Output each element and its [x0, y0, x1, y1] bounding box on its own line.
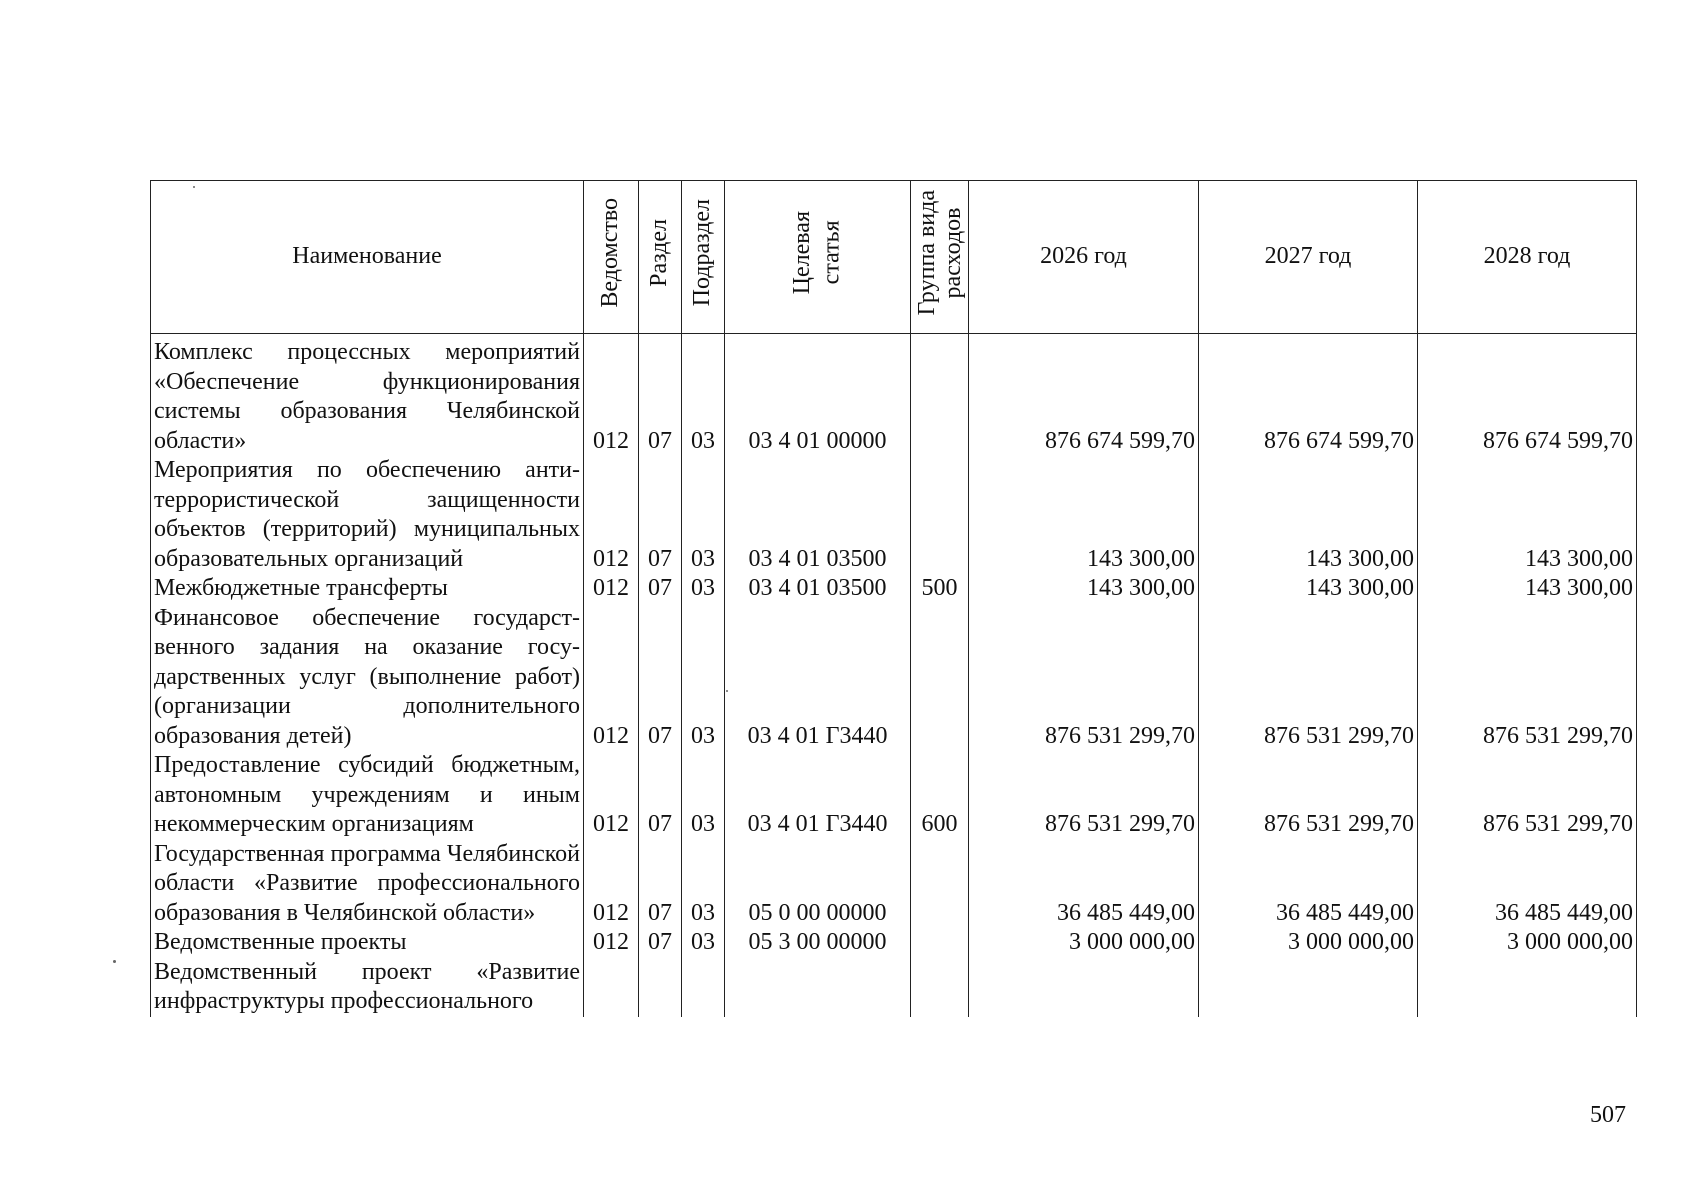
- header-2027: 2027 год: [1199, 181, 1418, 334]
- cell-name: Государственная программа Челябинской области «Развитие профессионального образования в Челябинской области»: [151, 840, 584, 929]
- cell-podrazdel: 03: [682, 574, 725, 604]
- cell-gruppa-vida: [911, 840, 969, 929]
- scan-speck: [193, 186, 195, 188]
- cell-razdel: 07: [639, 928, 682, 958]
- header-razdel: Раздел: [639, 181, 682, 334]
- cell-2027: 143 300,00: [1199, 456, 1418, 574]
- table-row: [151, 958, 1637, 1017]
- cell-razdel: 07: [639, 456, 682, 574]
- cell-2028: 876 531 299,70: [1418, 751, 1637, 840]
- cell-name: Ведомственные проекты: [151, 928, 584, 958]
- scan-speck: [726, 690, 728, 692]
- budget-sheet: [150, 180, 1636, 1082]
- header-celevaya-statya: Целевая статья: [725, 181, 911, 334]
- cell-vedomstvo: [584, 958, 639, 1017]
- cell-2027: 876 531 299,70: [1199, 604, 1418, 752]
- cell-celevaya-statya: 03 4 01 Г3440: [725, 751, 911, 840]
- header-gruppa-vida-rashodov: Группа вида расходов: [911, 181, 969, 334]
- cell-celevaya-statya: 03 4 01 03500: [725, 574, 911, 604]
- cell-celevaya-statya: 05 0 00 00000: [725, 840, 911, 929]
- cell-2027: 3 000 000,00: [1199, 928, 1418, 958]
- cell-razdel: 07: [639, 751, 682, 840]
- cell-2026: [969, 958, 1199, 1017]
- table-row: [151, 928, 1637, 958]
- cell-celevaya-statya: 03 4 01 Г3440: [725, 604, 911, 752]
- cell-gruppa-vida: [911, 334, 969, 457]
- cell-name: Финансовое обеспечение государственного задания на оказание государственных услуг (выполнение работ) (организации дополнительного образования детей): [151, 604, 584, 752]
- cell-2026: 143 300,00: [969, 574, 1199, 604]
- header-2028: 2028 год: [1418, 181, 1637, 334]
- table-row: [151, 604, 1637, 752]
- scan-speck: [113, 960, 116, 963]
- cell-gruppa-vida: [911, 928, 969, 958]
- cell-podrazdel: 03: [682, 928, 725, 958]
- cell-gruppa-vida: [911, 958, 969, 1017]
- header-podrazdel: Подраздел: [682, 181, 725, 334]
- table-row: [151, 334, 1637, 457]
- cell-2028: [1418, 958, 1637, 1017]
- cell-2028: 36 485 449,00: [1418, 840, 1637, 929]
- cell-podrazdel: [682, 958, 725, 1017]
- cell-celevaya-statya: 03 4 01 03500: [725, 456, 911, 574]
- header-name: Наименование: [151, 181, 584, 334]
- cell-name: Комплекс процессных мероприятий «Обеспечение функционирования системы образования Челябинской области»: [151, 334, 584, 457]
- header-vedomstvo: Ведомство: [584, 181, 639, 334]
- cell-podrazdel: 03: [682, 840, 725, 929]
- cell-2026: 876 531 299,70: [969, 751, 1199, 840]
- cell-razdel: 07: [639, 840, 682, 929]
- cell-razdel: 07: [639, 574, 682, 604]
- table-row: [151, 751, 1637, 840]
- cell-razdel: 07: [639, 334, 682, 457]
- cell-podrazdel: 03: [682, 751, 725, 840]
- cell-vedomstvo: 012: [584, 574, 639, 604]
- cell-name: Межбюджетные трансферты: [151, 574, 584, 604]
- cell-2026: 36 485 449,00: [969, 840, 1199, 929]
- cell-celevaya-statya: [725, 958, 911, 1017]
- cell-2027: [1199, 958, 1418, 1017]
- cell-2027: 143 300,00: [1199, 574, 1418, 604]
- cell-celevaya-statya: 05 3 00 00000: [725, 928, 911, 958]
- cell-podrazdel: 03: [682, 334, 725, 457]
- cell-gruppa-vida: [911, 456, 969, 574]
- cell-2026: 876 674 599,70: [969, 334, 1199, 457]
- cell-name: Мероприятия по обеспечению антитеррористической защищенности объектов (территорий) муниципальных образовательных организаций: [151, 456, 584, 574]
- cell-2027: 36 485 449,00: [1199, 840, 1418, 929]
- cell-2026: 143 300,00: [969, 456, 1199, 574]
- cell-gruppa-vida: 500: [911, 574, 969, 604]
- cell-vedomstvo: 012: [584, 840, 639, 929]
- cell-celevaya-statya: 03 4 01 00000: [725, 334, 911, 457]
- cell-2028: 3 000 000,00: [1418, 928, 1637, 958]
- cell-podrazdel: 03: [682, 456, 725, 574]
- cell-razdel: [639, 958, 682, 1017]
- cell-2028: 143 300,00: [1418, 574, 1637, 604]
- budget-table: [150, 180, 1637, 1017]
- header-2026: 2026 год: [969, 181, 1199, 334]
- cell-name: Ведомственный проект «Развитие инфраструктуры профессионального: [151, 958, 584, 1017]
- cell-2028: 143 300,00: [1418, 456, 1637, 574]
- cell-2026: 876 531 299,70: [969, 604, 1199, 752]
- cell-podrazdel: 03: [682, 604, 725, 752]
- table-row: [151, 840, 1637, 929]
- cell-vedomstvo: 012: [584, 334, 639, 457]
- cell-gruppa-vida: 600: [911, 751, 969, 840]
- cell-2028: 876 531 299,70: [1418, 604, 1637, 752]
- cell-vedomstvo: 012: [584, 456, 639, 574]
- cell-2026: 3 000 000,00: [969, 928, 1199, 958]
- header-row: [151, 181, 1637, 334]
- page-number: 507: [1590, 1102, 1626, 1128]
- cell-razdel: 07: [639, 604, 682, 752]
- cell-vedomstvo: 012: [584, 928, 639, 958]
- cell-vedomstvo: 012: [584, 604, 639, 752]
- cell-2027: 876 531 299,70: [1199, 751, 1418, 840]
- table-row: [151, 456, 1637, 574]
- cell-vedomstvo: 012: [584, 751, 639, 840]
- cell-gruppa-vida: [911, 604, 969, 752]
- table-row: [151, 574, 1637, 604]
- cell-2028: 876 674 599,70: [1418, 334, 1637, 457]
- cell-name: Предоставление субсидий бюджетным, автономным учреждениям и иным некоммерческим организациям: [151, 751, 584, 840]
- cell-2027: 876 674 599,70: [1199, 334, 1418, 457]
